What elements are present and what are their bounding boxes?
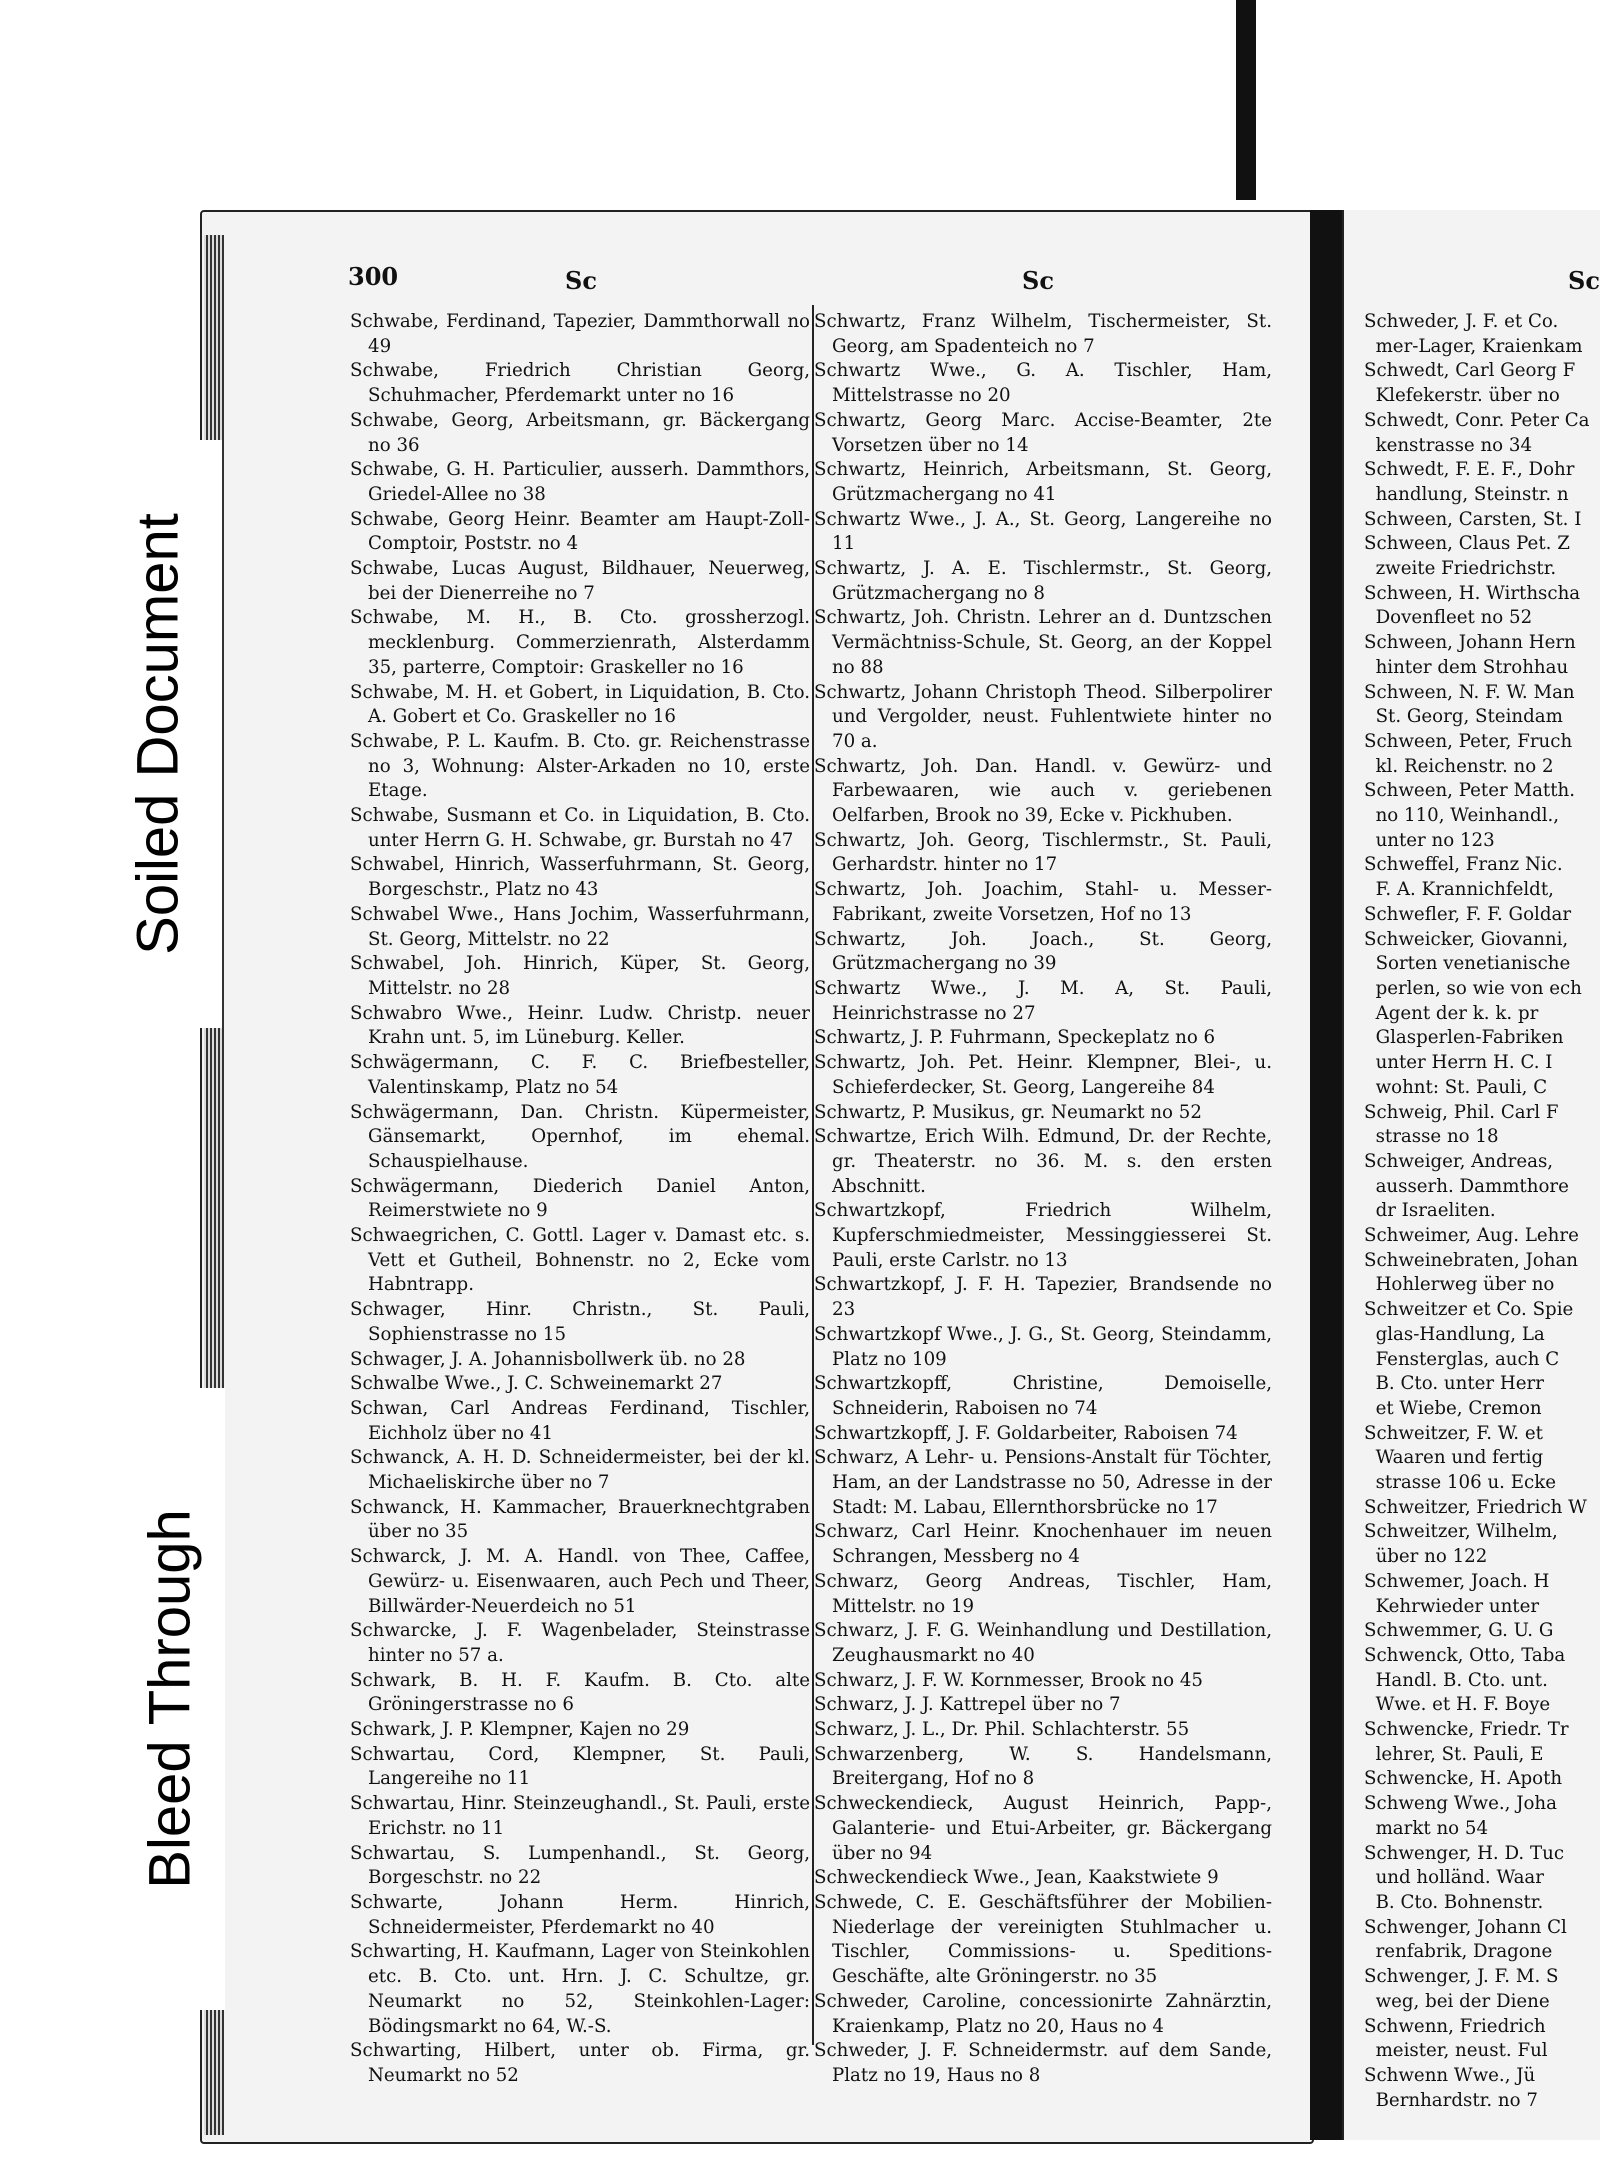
directory-entry-fragment: Schween, Peter Matth.: [1364, 780, 1576, 802]
directory-entry-fragment: Schwenn, Friedrich: [1364, 2015, 1546, 2037]
directory-entry-fragment: Agent der k. k. pr: [1364, 1002, 1539, 1024]
directory-entry-fragment: Glasperlen-Fabriken: [1364, 1027, 1564, 1049]
directory-entry-fragment: zweite Friedrichstr.: [1364, 558, 1557, 580]
directory-entry-fragment: Schween, N. F. W. Man: [1364, 681, 1575, 703]
directory-entry-fragment: Schween, Peter, Fruch: [1364, 730, 1573, 752]
directory-entry-fragment: Schwenn Wwe., Jü: [1364, 2064, 1536, 2086]
directory-entry-fragment: Wwe. et H. F. Boye: [1364, 1694, 1551, 1716]
directory-entry: Schwartzkopff, J. F. Goldarbeiter, Raboisen 74: [814, 1422, 1238, 1444]
directory-entry-fragment: Schweicker, Giovanni,: [1364, 928, 1569, 950]
directory-entry-fragment: Schwedt, Conr. Peter Ca: [1364, 409, 1590, 431]
directory-entry: Schwartz Wwe., J. M. A, St. Pauli, Heinrichstrasse no 27: [814, 977, 1272, 1024]
directory-entry: Schwarz, J. F. W. Kornmesser, Brook no 45: [814, 1669, 1203, 1691]
directory-entry: Schwartz, Georg Marc. Accise-Beamter, 2te Vorsetzen über no 14: [814, 409, 1272, 456]
directory-entry: Schwartze, Erich Wilh. Edmund, Dr. der Rechte, gr. Theaterstr. no 36. M. s. den ersten Abschnitt.: [814, 1126, 1272, 1197]
directory-entry: Schwartz, Joh. Georg, Tischlermstr., St. Pauli, Gerhardstr. hinter no 17: [814, 829, 1272, 876]
directory-entry-fragment: Bernhardstr. no 7: [1364, 2089, 1538, 2111]
directory-entry: Schwartzkopf, J. F. H. Tapezier, Brandsende no 23: [814, 1274, 1272, 1321]
directory-entry-fragment: weg, bei der Diene: [1364, 1990, 1550, 2012]
directory-entry-fragment: Schweimer, Aug. Lehre: [1364, 1225, 1579, 1247]
directory-entry-fragment: Schwenger, J. F. M. S: [1364, 1966, 1559, 1988]
soiled-document-text: Soiled Document: [125, 513, 191, 955]
directory-entry: Schwarcke, J. F. Wagenbelader, Steinstrasse hinter no 57 a.: [350, 1620, 810, 1666]
directory-entry-fragment: mer-Lager, Kraienkam: [1364, 335, 1583, 357]
directory-entry: Schwabe, G. H. Particulier, ausserh. Dammthors, Griedel-Allee no 38: [350, 459, 810, 505]
directory-entry-fragment: Schween, H. Wirthscha: [1364, 582, 1581, 604]
directory-entry-fragment: renfabrik, Dragone: [1364, 1941, 1553, 1963]
directory-entry-fragment: Schweitzer, Friedrich W: [1364, 1496, 1587, 1518]
directory-entry: Schwägermann, Dan. Christn. Küpermeister, Gänsemarkt, Opernhof, im ehemal. Schauspielhause.: [350, 1101, 810, 1172]
page-gutter: [1310, 210, 1342, 2140]
directory-entry: Schwartz, Joh. Christn. Lehrer an d. Duntzschen Vermächtniss-Schule, St. Georg, an der Koppel no 88: [814, 607, 1272, 678]
directory-entry: Schwartzkopf Wwe., J. G., St. Georg, Steindamm, Platz no 109: [814, 1323, 1272, 1370]
directory-entry: Schwabe, Georg Heinr. Beamter am Haupt-Zoll-Comptoir, Poststr. no 4: [350, 508, 810, 555]
right-column: [1364, 310, 1600, 2113]
directory-entry-fragment: Schwenck, Otto, Taba: [1364, 1644, 1566, 1666]
directory-entry-fragment: Schwencke, H. Apoth: [1364, 1768, 1563, 1790]
directory-entry-fragment: Schweitzer, F. W. et: [1364, 1422, 1543, 1444]
directory-entry: Schwartau, Hinr. Steinzeughandl., St. Pauli, erste Erichstr. no 11: [350, 1793, 810, 1839]
directory-entry: Schweder, J. F. Schneidermstr. auf dem Sande, Platz no 19, Haus no 8: [814, 2040, 1272, 2086]
directory-entry: Schwägermann, C. F. C. Briefbesteller, Valentinskamp, Platz no 54: [350, 1052, 810, 1098]
directory-entry-fragment: über no 122: [1364, 1546, 1488, 1568]
directory-entry: Schwartz, P. Musikus, gr. Neumarkt no 52: [814, 1101, 1202, 1123]
directory-entry-fragment: Schweffel, Franz Nic.: [1364, 854, 1563, 876]
directory-entry-fragment: Schwedt, Carl Georg F: [1364, 360, 1576, 382]
directory-entry-fragment: Sorten venetianische: [1364, 953, 1571, 975]
directory-entry: Schwarte, Johann Herm. Hinrich, Schneidermeister, Pferdemarkt no 40: [350, 1892, 810, 1938]
directory-entry: Schwarz, Georg Andreas, Tischler, Ham, Mittelstr. no 19: [814, 1570, 1272, 1617]
directory-entry: Schwarzenberg, W. S. Handelsmann, Breitergang, Hof no 8: [814, 1743, 1272, 1790]
directory-entry-fragment: kenstrasse no 34: [1364, 434, 1533, 456]
directory-entry-fragment: Schweitzer, Wilhelm,: [1364, 1521, 1558, 1543]
directory-entry: Schweckendieck Wwe., Jean, Kaakstwiete 9: [814, 1867, 1219, 1889]
directory-entry: Schwabe, P. L. Kaufm. B. Cto. gr. Reichenstrasse no 3, Wohnung: Alster-Arkaden no 10, erste Etage.: [350, 730, 810, 802]
directory-entry: Schwarz, J. J. Kattrepel über no 7: [814, 1694, 1121, 1716]
directory-entry-fragment: Schween, Carsten, St. I: [1364, 508, 1582, 530]
directory-entry: Schwabro Wwe., Heinr. Ludw. Christp. neuer Krahn unt. 5, im Lüneburg. Keller.: [350, 1002, 810, 1049]
directory-entry-fragment: Hohlerweg über no: [1364, 1274, 1555, 1296]
directory-entry: Schwartzkopff, Christine, Demoiselle, Schneiderin, Raboisen no 74: [814, 1373, 1272, 1419]
directory-entry: Schwartz Wwe., G. A. Tischler, Ham, Mittelstrasse no 20: [814, 360, 1272, 407]
column-header-middle: Sc: [1022, 266, 1054, 295]
directory-entry-fragment: kl. Reichenstr. no 2: [1364, 755, 1554, 777]
directory-entry: Schwartz, Heinrich, Arbeitsmann, St. Georg, Grützmachergang no 41: [814, 459, 1272, 505]
directory-entry-fragment: Schwencke, Friedr. Tr: [1364, 1719, 1569, 1741]
directory-entry-fragment: perlen, so wie von ech: [1364, 977, 1582, 999]
directory-entry: Schwartz, Franz Wilhelm, Tischermeister, St. Georg, am Spadenteich no 7: [814, 311, 1272, 357]
directory-entry: Schweckendieck, August Heinrich, Papp-, Galanterie- und Etui-Arbeiter, gr. Bäckergang über no 94: [814, 1793, 1272, 1864]
directory-entry-fragment: unter no 123: [1364, 829, 1495, 851]
directory-entry-fragment: Schwenger, H. D. Tuc: [1364, 1842, 1565, 1864]
directory-entry: Schwabe, Friedrich Christian Georg, Schuhmacher, Pferdemarkt unter no 16: [350, 360, 810, 407]
bleed-through-label: [115, 1388, 225, 2010]
directory-entry: Schwabel Wwe., Hans Jochim, Wasserfuhrmann, St. Georg, Mittelstr. no 22: [350, 903, 810, 950]
directory-entry: Schwartz, Joh. Joach., St. Georg, Grützmachergang no 39: [814, 928, 1272, 975]
directory-entry-fragment: Schweiger, Andreas,: [1364, 1150, 1554, 1172]
directory-entry: Schwartz, J. P. Fuhrmann, Speckeplatz no 6: [814, 1027, 1216, 1049]
directory-entry: Schwager, Hinr. Christn., St. Pauli, Sophienstrasse no 15: [350, 1299, 810, 1345]
directory-entry: Schwaegrichen, C. Gottl. Lager v. Damast etc. s. Vett et Gutheil, Bohnenstr. no 2, Ecke vom Habntrapp.: [350, 1225, 810, 1296]
directory-entry-fragment: Schweder, J. F. et Co.: [1364, 311, 1559, 332]
directory-entry: Schwarting, Hilbert, unter ob. Firma, gr. Neumarkt no 52: [350, 2040, 810, 2086]
directory-entry-fragment: strasse 106 u. Ecke: [1364, 1472, 1556, 1494]
directory-entry-fragment: dr Israeliten.: [1364, 1200, 1496, 1222]
directory-entry-fragment: ausserh. Dammthore: [1364, 1175, 1569, 1197]
directory-entry-fragment: Kehrwieder unter: [1364, 1595, 1540, 1617]
directory-entry-fragment: Schwemmer, G. U. G: [1364, 1620, 1554, 1642]
directory-entry: Schwartau, Cord, Klempner, St. Pauli, Langereihe no 11: [350, 1743, 810, 1790]
column-header-left: Sc: [565, 266, 597, 295]
directory-entry-fragment: handlung, Steinstr. n: [1364, 483, 1569, 505]
directory-entry-fragment: Handl. B. Cto. unt.: [1364, 1669, 1548, 1691]
directory-entry-fragment: und holländ. Waar: [1364, 1867, 1544, 1889]
directory-entry-fragment: Schween, Johann Hern: [1364, 632, 1576, 654]
directory-entry: Schwabel, Hinrich, Wasserfuhrmann, St. Georg, Borgeschstr., Platz no 43: [350, 854, 810, 901]
directory-entry: Schwan, Carl Andreas Ferdinand, Tischler, Eichholz über no 41: [350, 1397, 810, 1444]
column-header-right: Sc: [1568, 266, 1600, 295]
directory-entry-fragment: St. Georg, Steindam: [1364, 706, 1563, 728]
directory-entry-fragment: Schwefler, F. F. Goldar: [1364, 903, 1572, 925]
directory-entry: Schwede, C. E. Geschäftsführer der Mobilien-Niederlage der vereinigten Stuhlmacher u. Tischler, Commissions- u. Speditions-Geschäfte, alte Gröningerstr. no 35: [814, 1892, 1272, 1988]
directory-entry-fragment: strasse no 18: [1364, 1126, 1499, 1148]
directory-entry-fragment: glas-Handlung, La: [1364, 1323, 1545, 1345]
directory-entry-fragment: Schwemer, Joach. H: [1364, 1570, 1550, 1592]
directory-entry-fragment: B. Cto. unter Herr: [1364, 1373, 1544, 1395]
directory-entry-fragment: Schweinebraten, Johan: [1364, 1249, 1579, 1271]
binding-strip-top: [1236, 0, 1256, 200]
directory-entry-fragment: Fensterglas, auch C: [1364, 1348, 1560, 1370]
directory-entry: Schweder, Caroline, concessionirte Zahnärztin, Kraienkamp, Platz no 20, Haus no 4: [814, 1990, 1272, 2037]
directory-entry: Schwarz, J. F. G. Weinhandlung und Destillation, Zeughausmarkt no 40: [814, 1620, 1272, 1666]
directory-entry-fragment: Schweng Wwe., Joha: [1364, 1793, 1557, 1815]
directory-entry: Schwarck, J. M. A. Handl. von Thee, Caffee, Gewürz- u. Eisenwaaren, auch Pech und Theer, Billwärder-Neuerdeich no 51: [350, 1546, 810, 1617]
directory-entry-fragment: et Wiebe, Cremon: [1364, 1397, 1542, 1419]
directory-entry: Schwartz Wwe., J. A., St. Georg, Langereihe no 11: [814, 508, 1272, 555]
directory-entry: Schwager, J. A. Johannisbollwerk üb. no 28: [350, 1348, 746, 1370]
directory-entry: Schwartz, Joh. Dan. Handl. v. Gewürz- und Farbewaaren, wie auch v. geriebenen Oelfarben, Brook no 39, Ecke v. Pickhuben.: [814, 755, 1272, 827]
directory-entry-fragment: Dovenfleet no 52: [1364, 607, 1533, 629]
directory-entry-fragment: B. Cto. Bohnenstr.: [1364, 1892, 1544, 1913]
directory-entry: Schwark, B. H. F. Kaufm. B. Cto. alte Gröningerstrasse no 6: [350, 1669, 810, 1716]
directory-entry: Schwabel, Joh. Hinrich, Küper, St. Georg, Mittelstr. no 28: [350, 953, 810, 999]
directory-entry: Schwartzkopf, Friedrich Wilhelm, Kupferschmiedmeister, Messinggiesserei St. Pauli, erste Carlstr. no 13: [814, 1200, 1272, 1271]
directory-entry: Schwabe, Lucas August, Bildhauer, Neuerweg, bei der Dienerreihe no 7: [350, 558, 810, 604]
directory-entry-fragment: hinter dem Strohhau: [1364, 656, 1569, 678]
directory-entry: Schwarz, A Lehr- u. Pensions-Anstalt für Töchter, Ham, an der Landstrasse no 50, Adresse in der Stadt: M. Labau, Ellernthorsbrücke no 17: [814, 1447, 1272, 1518]
directory-entry: Schwabe, Susmann et Co. in Liquidation, B. Cto. unter Herrn G. H. Schwabe, gr. Burstah no 47: [350, 805, 810, 851]
directory-entry-fragment: no 110, Weinhandl.,: [1364, 805, 1560, 827]
directory-entry-fragment: Schween, Claus Pet. Z: [1364, 533, 1570, 555]
directory-entry: Schwark, J. P. Klempner, Kajen no 29: [350, 1719, 690, 1741]
soiled-document-label: [94, 440, 222, 1028]
directory-entry: Schwartz, Joh. Joachim, Stahl- u. Messer-Fabrikant, zweite Vorsetzen, Hof no 13: [814, 879, 1272, 925]
directory-entry: Schwägermann, Diederich Daniel Anton, Reimerstwiete no 9: [350, 1175, 810, 1222]
directory-entry: Schwalbe Wwe., J. C. Schweinemarkt 27: [350, 1373, 723, 1395]
directory-entry: Schwarting, H. Kaufmann, Lager von Steinkohlen etc. B. Cto. unt. Hrn. J. C. Schultze, gr. Neumarkt no 52, Steinkohlen-Lager: Bödingsmarkt no 64, W.-S.: [350, 1941, 810, 2037]
directory-entry: Schwarz, Carl Heinr. Knochenhauer im neuen Schrangen, Messberg no 4: [814, 1521, 1272, 1568]
directory-entry: Schwabe, Ferdinand, Tapezier, Dammthorwall no 49: [350, 311, 810, 357]
directory-entry: Schwartz, Johann Christoph Theod. Silberpolirer und Vergolder, neust. Fuhlentwiete hinter no 70 a.: [814, 681, 1272, 752]
middle-column: [814, 310, 1272, 2089]
bleed-through-text: Bleed Through: [137, 1509, 203, 1889]
directory-entry: Schwanck, A. H. D. Schneidermeister, bei der kl. Michaeliskirche über no 7: [350, 1447, 810, 1494]
directory-entry-fragment: F. A. Krannichfeldt,: [1364, 879, 1554, 901]
directory-entry-fragment: meister, neust. Ful: [1364, 2040, 1548, 2062]
directory-entry: Schwartau, S. Lumpenhandl., St. Georg, Borgeschstr. no 22: [350, 1842, 810, 1889]
page-number: 300: [348, 262, 399, 291]
directory-entry-fragment: Schweitzer et Co. Spie: [1364, 1299, 1574, 1321]
directory-entry: Schwabe, Georg, Arbeitsmann, gr. Bäckergang no 36: [350, 409, 810, 456]
directory-entry-fragment: Schwedt, F. E. F., Dohr: [1364, 459, 1575, 481]
directory-entry-fragment: Waaren und fertig: [1364, 1447, 1544, 1469]
directory-entry-fragment: Schwenger, Johann Cl: [1364, 1916, 1567, 1938]
directory-entry-fragment: markt no 54: [1364, 1817, 1489, 1839]
left-column: [350, 310, 810, 2089]
directory-entry: Schwarz, J. L., Dr. Phil. Schlachterstr. 55: [814, 1719, 1190, 1741]
directory-entry: Schwanck, H. Kammacher, Brauerknechtgraben über no 35: [350, 1496, 810, 1543]
directory-entry-fragment: lehrer, St. Pauli, E: [1364, 1743, 1544, 1765]
directory-entry: Schwartz, J. A. E. Tischlermstr., St. Georg, Grützmachergang no 8: [814, 558, 1272, 604]
directory-entry-fragment: Klefekerstr. über no: [1364, 385, 1560, 407]
directory-entry-fragment: Schweig, Phil. Carl F: [1364, 1101, 1559, 1123]
directory-entry: Schwabe, M. H., B. Cto. grossherzogl. mecklenburg. Commerzienrath, Alsterdamm 35, parterre, Comptoir: Graskeller no 16: [350, 607, 810, 678]
directory-entry-fragment: wohnt: St. Pauli, C: [1364, 1076, 1548, 1098]
directory-entry: Schwabe, M. H. et Gobert, in Liquidation, B. Cto. A. Gobert et Co. Graskeller no 16: [350, 681, 810, 728]
directory-entry: Schwartz, Joh. Pet. Heinr. Klempner, Blei-, u. Schieferdecker, St. Georg, Langereihe 84: [814, 1052, 1272, 1098]
directory-entry-fragment: unter Herrn H. C. I: [1364, 1052, 1553, 1074]
